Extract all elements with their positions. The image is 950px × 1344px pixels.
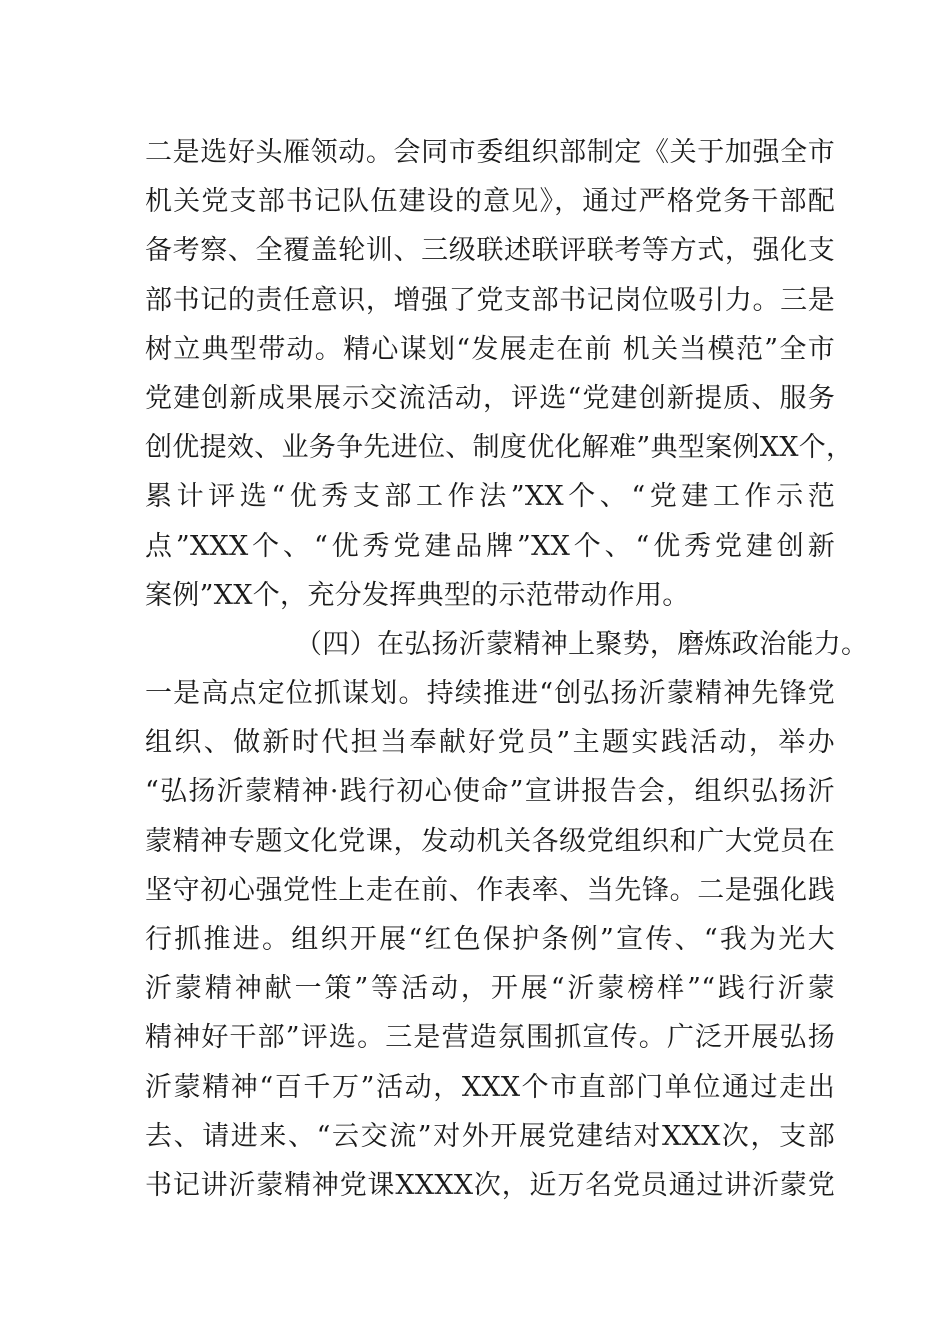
text-line: 创优提效、业务争先进位、制度优化解难”典型案例XX个， bbox=[145, 432, 854, 464]
text-line: 沂蒙精神“百千万”活动，XXX个市直部门单位通过走出 bbox=[145, 1071, 835, 1103]
text-line: 书记讲沂蒙精神党课XXXX次，近万名党员通过讲沂蒙党 bbox=[145, 1169, 835, 1201]
body-text bbox=[145, 128, 869, 1210]
text-line: 行抓推进。组织开展“红色保护条例”宣传、“我为光大 bbox=[145, 924, 835, 955]
text-line: 二是选好头雁领动。会同市委组织部制定《关于加强全市 bbox=[145, 137, 835, 168]
text-line: 精神好干部”评选。三是营造氛围抓宣传。广泛开展弘扬 bbox=[145, 1022, 835, 1054]
text-line: 一是高点定位抓谋划。持续推进“创弘扬沂蒙精神先锋党 bbox=[145, 678, 835, 710]
text-line: 案例”XX个，充分发挥典型的示范带动作用。 bbox=[145, 579, 690, 611]
text-line: 沂蒙精神献一策”等活动，开展“沂蒙榜样”“践行沂蒙 bbox=[145, 973, 835, 1005]
text-line: “弘扬沂蒙精神·践行初心使命”宣讲报告会，组织弘扬沂 bbox=[145, 776, 835, 808]
text-line: 树立典型带动。精心谋划“发展走在前 机关当模范”全市 bbox=[145, 333, 835, 365]
text-line: 蒙精神专题文化党课，发动机关各级党组织和广大党员在 bbox=[145, 825, 835, 857]
text-line: 部书记的责任意识，增强了党支部书记岗位吸引力。三是 bbox=[145, 284, 835, 316]
text-line: 机关党支部书记队伍建设的意见》，通过严格党务干部配 bbox=[145, 186, 835, 218]
text-line: 党建创新成果展示交流活动，评选“党建创新提质、服务 bbox=[145, 382, 835, 414]
text-line: 去、请进来、“云交流”对外开展党建结对XXX次，支部 bbox=[145, 1120, 835, 1152]
section-heading: （四）在弘扬沂蒙精神上聚势，磨炼政治能力。 bbox=[295, 628, 869, 660]
text-line: 组织、做新时代担当奉献好党员”主题实践活动，举办 bbox=[145, 727, 835, 759]
text-line: 点”XXX个、“优秀党建品牌”XX个、“优秀党建创新 bbox=[145, 530, 835, 562]
text-line: 坚守初心强党性上走在前、作表率、当先锋。二是强化践 bbox=[145, 874, 835, 906]
text-line: 累计评选“优秀支部工作法”XX个、“党建工作示范 bbox=[145, 481, 835, 513]
text-line: 备考察、全覆盖轮训、三级联述联评联考等方式，强化支 bbox=[145, 235, 835, 267]
